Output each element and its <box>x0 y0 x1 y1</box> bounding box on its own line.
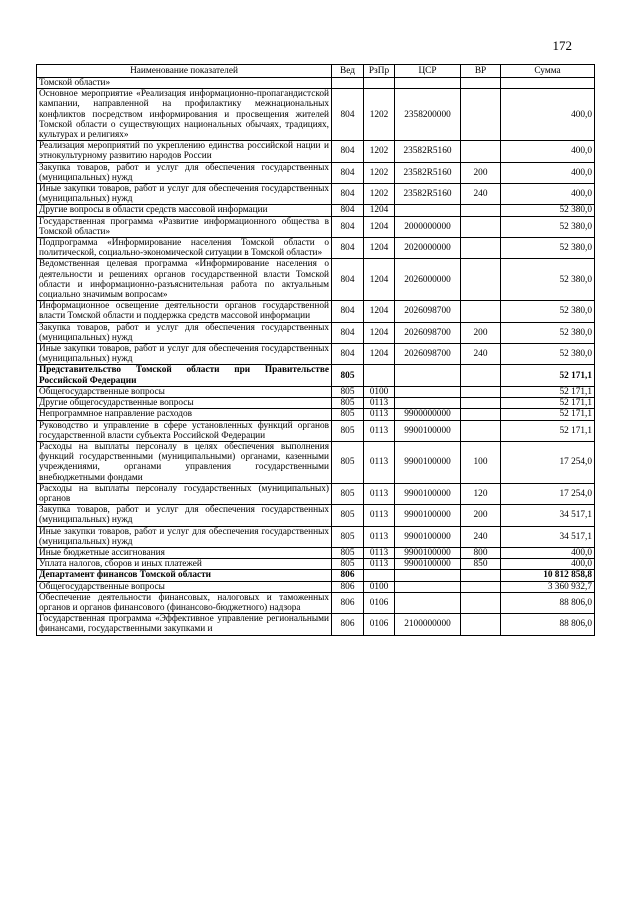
cell-rzpr: 1202 <box>364 141 395 162</box>
header-sum: Сумма <box>501 65 595 78</box>
cell-csr: 23582R5160 <box>395 141 461 162</box>
table-row <box>37 581 595 592</box>
cell-name: Закупка товаров, работ и услуг для обеспечения государственных (муниципальных) нужд <box>37 162 332 183</box>
table-row <box>37 205 595 216</box>
cell-sum: 52 380,0 <box>501 205 595 216</box>
cell-rzpr: 0100 <box>364 386 395 397</box>
table-row <box>37 259 595 301</box>
cell-name: Закупка товаров, работ и услуг для обеспечения государственных (муниципальных) нужд <box>37 505 332 526</box>
cell-sum: 400,0 <box>501 547 595 558</box>
cell-ved: 805 <box>332 409 364 420</box>
cell-rzpr: 0113 <box>364 547 395 558</box>
cell-csr: 9900100000 <box>395 505 461 526</box>
table-row <box>37 614 595 635</box>
cell-csr: 2020000000 <box>395 238 461 259</box>
cell-csr: 2026098700 <box>395 322 461 343</box>
table-row <box>37 592 595 613</box>
cell-vr: 120 <box>461 483 501 504</box>
cell-sum: 17 254,0 <box>501 483 595 504</box>
cell-sum: 52 171,1 <box>501 420 595 441</box>
cell-ved: 804 <box>332 344 364 365</box>
header-ved: Вед <box>332 65 364 78</box>
cell-csr <box>395 581 461 592</box>
cell-vr <box>461 592 501 613</box>
cell-ved: 805 <box>332 547 364 558</box>
cell-ved <box>332 78 364 89</box>
cell-name: Подпрограмма «Информирование населения Томской области о политической, социально-экономической ситуации в Томской области» <box>37 238 332 259</box>
table-row <box>37 301 595 322</box>
cell-csr <box>395 365 461 386</box>
cell-name: Ведомственная целевая программа «Информирование населения о деятельности и решениях органов государственной власти Томской области и информационно-разъяснительная работа по актуальным социально значимым вопросам» <box>37 259 332 301</box>
cell-ved: 805 <box>332 398 364 409</box>
cell-name: Томской области» <box>37 78 332 89</box>
cell-rzpr: 0113 <box>364 441 395 483</box>
cell-name: Реализация мероприятий по укреплению единства российской нации и этнокультурному развитию народов России <box>37 141 332 162</box>
cell-ved: 805 <box>332 420 364 441</box>
cell-sum: 34 517,1 <box>501 505 595 526</box>
cell-name: Общегосударственные вопросы <box>37 386 332 397</box>
cell-vr <box>461 614 501 635</box>
cell-ved: 806 <box>332 570 364 581</box>
cell-name: Расходы на выплаты персоналу государственных (муниципальных) органов <box>37 483 332 504</box>
cell-vr <box>461 141 501 162</box>
table-row <box>37 386 595 397</box>
cell-vr: 200 <box>461 505 501 526</box>
table-row <box>37 505 595 526</box>
cell-sum: 10 812 858,8 <box>501 570 595 581</box>
cell-rzpr: 1204 <box>364 344 395 365</box>
cell-sum: 400,0 <box>501 89 595 141</box>
cell-ved: 804 <box>332 238 364 259</box>
cell-rzpr: 1204 <box>364 238 395 259</box>
cell-name: Иные закупки товаров, работ и услуг для обеспечения государственных (муниципальных) нужд <box>37 344 332 365</box>
cell-csr: 9900100000 <box>395 420 461 441</box>
cell-rzpr: 0106 <box>364 592 395 613</box>
table-row <box>37 184 595 205</box>
cell-rzpr <box>364 78 395 89</box>
cell-csr: 2100000000 <box>395 614 461 635</box>
cell-ved: 805 <box>332 559 364 570</box>
cell-rzpr: 1204 <box>364 216 395 237</box>
cell-vr: 100 <box>461 441 501 483</box>
cell-ved: 805 <box>332 483 364 504</box>
cell-ved: 806 <box>332 592 364 613</box>
header-rzpr: РзПр <box>364 65 395 78</box>
cell-vr: 850 <box>461 559 501 570</box>
cell-name: Расходы на выплаты персоналу в целях обеспечения выполнения функций государственными (муниципальными) органами, казенными учреждениями, органами управления государственными внебюджетными фондами <box>37 441 332 483</box>
cell-name: Основное мероприятие «Реализация информационно-пропагандистской кампании, направленной на профилактику межнациональных конфликтов посредством информирования и просвещения жителей Томской области о существующих национальных обычаях, традициях, культурах и религиях» <box>37 89 332 141</box>
cell-csr: 2026098700 <box>395 301 461 322</box>
cell-csr <box>395 398 461 409</box>
cell-vr <box>461 301 501 322</box>
table-row <box>37 141 595 162</box>
cell-rzpr: 0113 <box>364 398 395 409</box>
cell-vr: 240 <box>461 184 501 205</box>
cell-vr: 240 <box>461 526 501 547</box>
cell-sum: 52 380,0 <box>501 216 595 237</box>
cell-rzpr: 1204 <box>364 322 395 343</box>
cell-ved: 805 <box>332 505 364 526</box>
cell-vr: 200 <box>461 322 501 343</box>
cell-ved: 805 <box>332 526 364 547</box>
cell-sum: 88 806,0 <box>501 614 595 635</box>
cell-name: Представительство Томской области при Правительстве Российской Федерации <box>37 365 332 386</box>
cell-vr <box>461 409 501 420</box>
table-row <box>37 78 595 89</box>
cell-name: Общегосударственные вопросы <box>37 581 332 592</box>
cell-ved: 804 <box>332 162 364 183</box>
table-row <box>37 344 595 365</box>
cell-name: Иные закупки товаров, работ и услуг для обеспечения государственных (муниципальных) нужд <box>37 526 332 547</box>
cell-sum: 400,0 <box>501 184 595 205</box>
table-row <box>37 441 595 483</box>
cell-name: Закупка товаров, работ и услуг для обеспечения государственных (муниципальных) нужд <box>37 322 332 343</box>
cell-rzpr: 0113 <box>364 559 395 570</box>
cell-rzpr: 1204 <box>364 301 395 322</box>
table-row <box>37 570 595 581</box>
cell-csr: 2026000000 <box>395 259 461 301</box>
cell-csr: 9900100000 <box>395 526 461 547</box>
cell-sum: 88 806,0 <box>501 592 595 613</box>
cell-vr: 200 <box>461 162 501 183</box>
cell-rzpr <box>364 365 395 386</box>
cell-ved: 804 <box>332 141 364 162</box>
table-row <box>37 162 595 183</box>
cell-sum: 52 380,0 <box>501 301 595 322</box>
cell-csr <box>395 78 461 89</box>
budget-table <box>36 64 595 636</box>
cell-vr <box>461 89 501 141</box>
cell-rzpr: 0113 <box>364 505 395 526</box>
table-row <box>37 238 595 259</box>
table-row <box>37 420 595 441</box>
cell-csr: 2000000000 <box>395 216 461 237</box>
cell-rzpr: 1202 <box>364 162 395 183</box>
cell-name: Обеспечение деятельности финансовых, налоговых и таможенных органов и органов финансового (финансово-бюджетного) надзора <box>37 592 332 613</box>
cell-sum: 17 254,0 <box>501 441 595 483</box>
cell-vr <box>461 420 501 441</box>
table-row <box>37 322 595 343</box>
page-number: 172 <box>552 38 572 53</box>
cell-ved: 805 <box>332 441 364 483</box>
cell-sum: 52 380,0 <box>501 344 595 365</box>
cell-vr <box>461 78 501 89</box>
cell-vr <box>461 365 501 386</box>
cell-csr: 2358200000 <box>395 89 461 141</box>
cell-vr <box>461 570 501 581</box>
cell-vr: 800 <box>461 547 501 558</box>
cell-sum: 52 171,1 <box>501 409 595 420</box>
table-body <box>37 78 595 636</box>
cell-sum: 400,0 <box>501 162 595 183</box>
cell-name: Государственная программа «Развитие информационного общества в Томской области» <box>37 216 332 237</box>
cell-vr <box>461 216 501 237</box>
cell-ved: 805 <box>332 386 364 397</box>
cell-ved: 805 <box>332 365 364 386</box>
cell-vr <box>461 398 501 409</box>
cell-vr <box>461 205 501 216</box>
cell-csr: 9900000000 <box>395 409 461 420</box>
table-row <box>37 398 595 409</box>
cell-ved: 804 <box>332 205 364 216</box>
cell-sum: 52 380,0 <box>501 259 595 301</box>
cell-sum <box>501 78 595 89</box>
cell-csr: 9900100000 <box>395 441 461 483</box>
cell-ved: 806 <box>332 581 364 592</box>
cell-name: Другие вопросы в области средств массовой информации <box>37 205 332 216</box>
cell-sum: 52 171,1 <box>501 365 595 386</box>
table-row <box>37 559 595 570</box>
cell-sum: 52 171,1 <box>501 398 595 409</box>
table-row <box>37 526 595 547</box>
cell-sum: 52 380,0 <box>501 322 595 343</box>
cell-csr <box>395 592 461 613</box>
cell-sum: 3 360 932,7 <box>501 581 595 592</box>
cell-name: Департамент финансов Томской области <box>37 570 332 581</box>
cell-rzpr: 0113 <box>364 420 395 441</box>
cell-name: Иные бюджетные ассигнования <box>37 547 332 558</box>
cell-rzpr: 0113 <box>364 483 395 504</box>
header-name: Наименование показателей <box>37 65 332 78</box>
cell-name: Государственная программа «Эффективное управление региональными финансами, государственными закупками и <box>37 614 332 635</box>
cell-rzpr: 0113 <box>364 526 395 547</box>
cell-csr <box>395 386 461 397</box>
cell-sum: 52 380,0 <box>501 238 595 259</box>
cell-csr <box>395 570 461 581</box>
cell-csr: 9900100000 <box>395 483 461 504</box>
cell-rzpr: 0113 <box>364 409 395 420</box>
cell-vr <box>461 259 501 301</box>
cell-csr: 23582R5160 <box>395 162 461 183</box>
table-header-row <box>37 65 595 78</box>
header-vr: ВР <box>461 65 501 78</box>
cell-name: Непрограммное направление расходов <box>37 409 332 420</box>
cell-rzpr: 1204 <box>364 259 395 301</box>
cell-rzpr: 1204 <box>364 205 395 216</box>
cell-name: Иные закупки товаров, работ и услуг для обеспечения государственных (муниципальных) нужд <box>37 184 332 205</box>
cell-sum: 52 171,1 <box>501 386 595 397</box>
cell-name: Информационное освещение деятельности органов государственной власти Томской области и поддержка средств массовой информации <box>37 301 332 322</box>
cell-csr: 9900100000 <box>395 547 461 558</box>
cell-vr <box>461 386 501 397</box>
cell-rzpr: 0106 <box>364 614 395 635</box>
cell-sum: 400,0 <box>501 141 595 162</box>
header-csr: ЦСР <box>395 65 461 78</box>
cell-rzpr <box>364 570 395 581</box>
cell-ved: 804 <box>332 184 364 205</box>
cell-rzpr: 1202 <box>364 184 395 205</box>
cell-ved: 804 <box>332 301 364 322</box>
cell-csr <box>395 205 461 216</box>
cell-csr: 2026098700 <box>395 344 461 365</box>
cell-ved: 804 <box>332 322 364 343</box>
cell-csr: 23582R5160 <box>395 184 461 205</box>
table-row <box>37 89 595 141</box>
cell-name: Руководство и управление в сфере установленных функций органов государственной власти субъекта Российской Федерации <box>37 420 332 441</box>
table-row <box>37 547 595 558</box>
cell-sum: 34 517,1 <box>501 526 595 547</box>
table-row <box>37 483 595 504</box>
table-row <box>37 409 595 420</box>
cell-ved: 804 <box>332 216 364 237</box>
table-row <box>37 365 595 386</box>
cell-csr: 9900100000 <box>395 559 461 570</box>
cell-rzpr: 0100 <box>364 581 395 592</box>
cell-sum: 400,0 <box>501 559 595 570</box>
cell-vr: 240 <box>461 344 501 365</box>
cell-rzpr: 1202 <box>364 89 395 141</box>
table-row <box>37 216 595 237</box>
cell-name: Другие общегосударственные вопросы <box>37 398 332 409</box>
cell-vr <box>461 581 501 592</box>
cell-name: Уплата налогов, сборов и иных платежей <box>37 559 332 570</box>
cell-ved: 804 <box>332 259 364 301</box>
cell-ved: 806 <box>332 614 364 635</box>
cell-vr <box>461 238 501 259</box>
cell-ved: 804 <box>332 89 364 141</box>
